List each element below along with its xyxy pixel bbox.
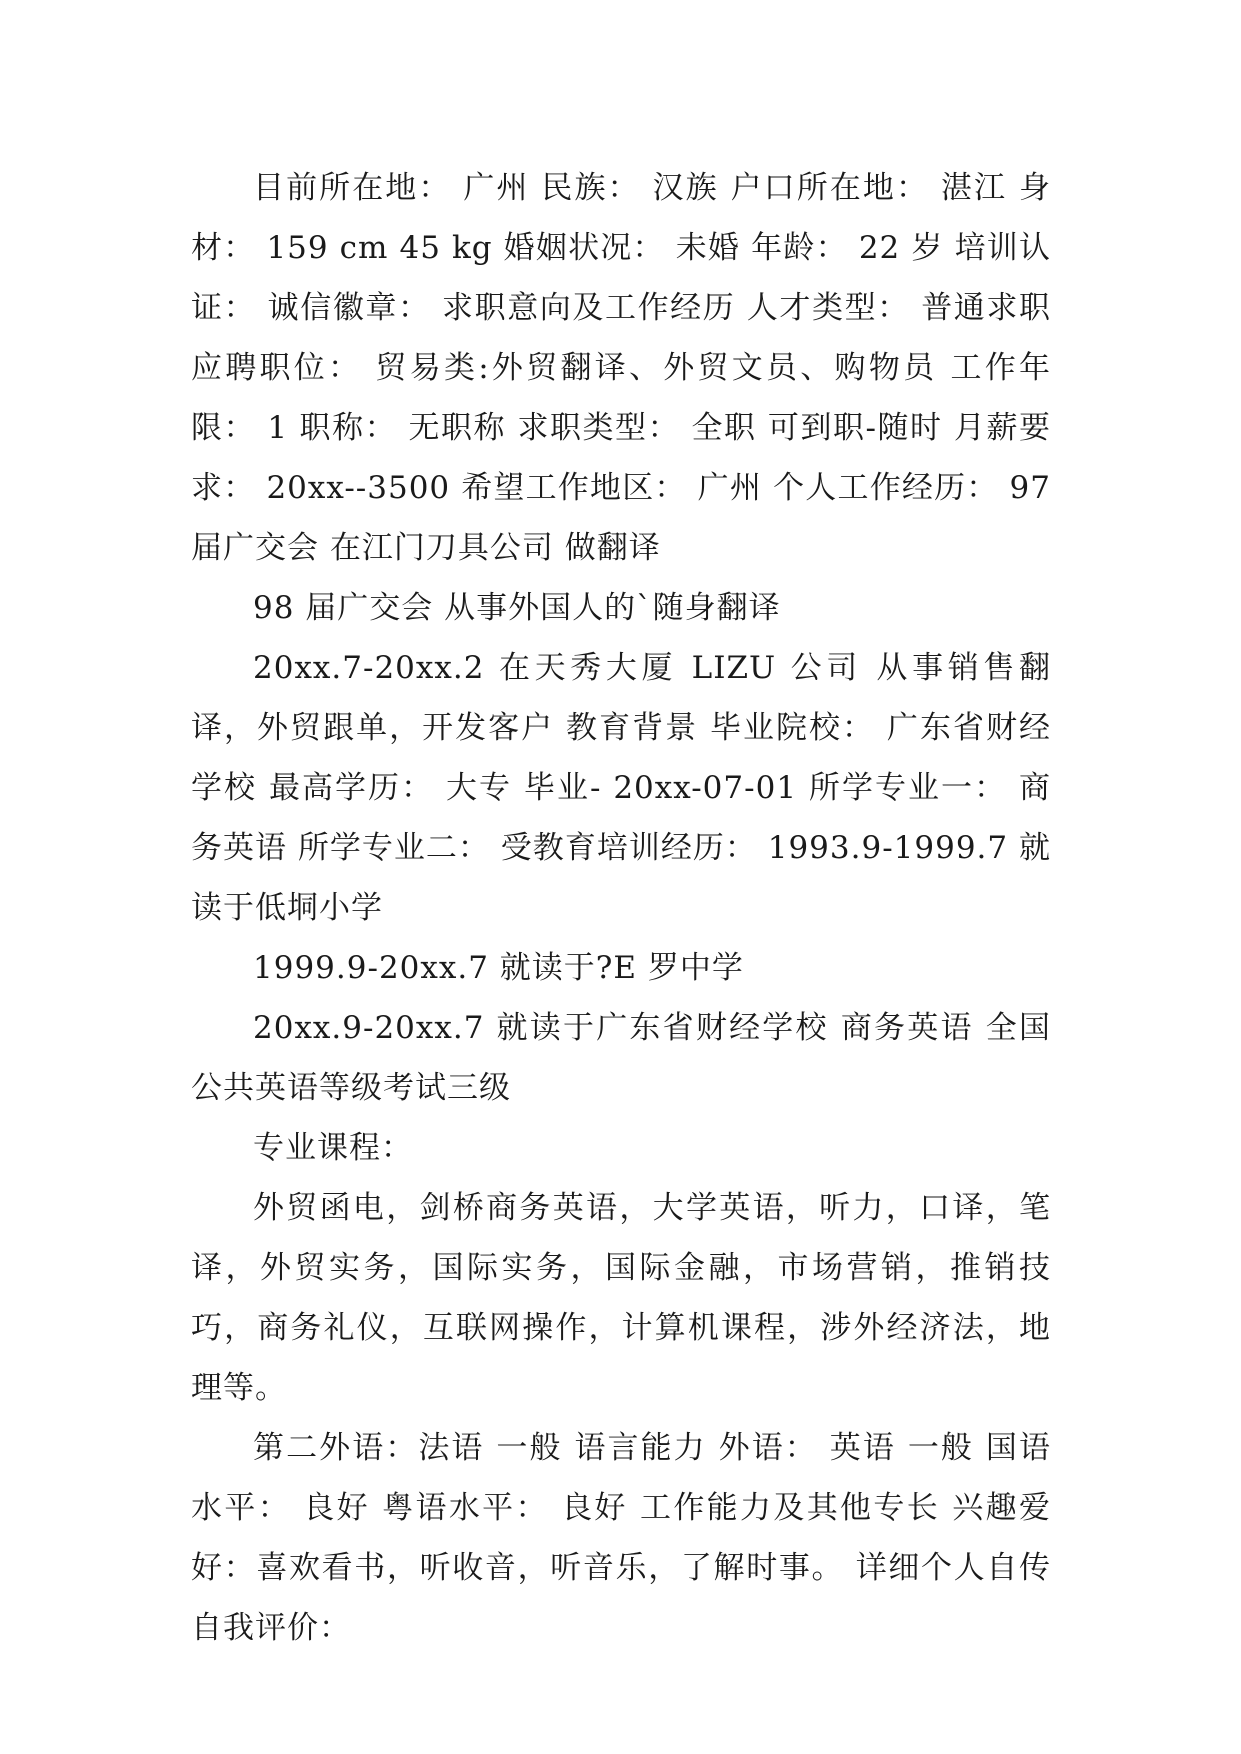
paragraph-courses-list: 外贸函电，剑桥商务英语，大学英语，听力，口译，笔译，外贸实务，国际实务，国际金融，市场营销，推销技巧，商务礼仪，互联网操作，计算机课程，涉外经济法，地理等。 [191, 1190, 1051, 1406]
paragraph-middle-school: 1999.9-20xx.7 就读于?E 罗中学 [253, 950, 744, 986]
paragraph-finance-school: 20xx.9-20xx.7 就读于广东省财经学校 商务英语 全国公共英语等级考试三级 [191, 1010, 1051, 1106]
paragraph-languages-hobbies: 第二外语：法语 一般 语言能力 外语： 英语 一般 国语水平： 良好 粤语水平： 良好 工作能力及其他专长 兴趣爱好：喜欢看书，听收音，听音乐，了解时事。 详细个人自传 自我评价： [191, 1430, 1051, 1646]
paragraph-basic-info: 目前所在地： 广州 民族： 汉族 户口所在地： 湛江 身材： 159 cm 45 kg 婚姻状况： 未婚 年龄： 22 岁 培训认证： 诚信徽章： 求职意向及工作经历 人才类型： 普通求职 应聘职位： 贸易类:外贸翻译、外贸文员、购物员 工作年限： 1 职称： 无职称 求职类型： 全职 可到职-随时 月薪要求： 20xx--3500 希望工作地区： 广州 个人工作经历： 97 届广交会 在江门刀具公司 做翻译 [191, 170, 1051, 566]
paragraph-courses-heading: 专业课程： [253, 1130, 413, 1166]
document-body [191, 158, 1051, 1658]
paragraph-work-98: 98 届广交会 从事外国人的`随身翻译 [253, 590, 781, 626]
paragraph-work-lizu-education: 20xx.7-20xx.2 在天秀大厦 LIZU 公司 从事销售翻译，外贸跟单，开发客户 教育背景 毕业院校： 广东省财经学校 最高学历： 大专 毕业- 20xx-07-01 所学专业一： 商务英语 所学专业二： 受教育培训经历： 1993.9-1999.7 就读于低垌小学 [191, 650, 1051, 926]
